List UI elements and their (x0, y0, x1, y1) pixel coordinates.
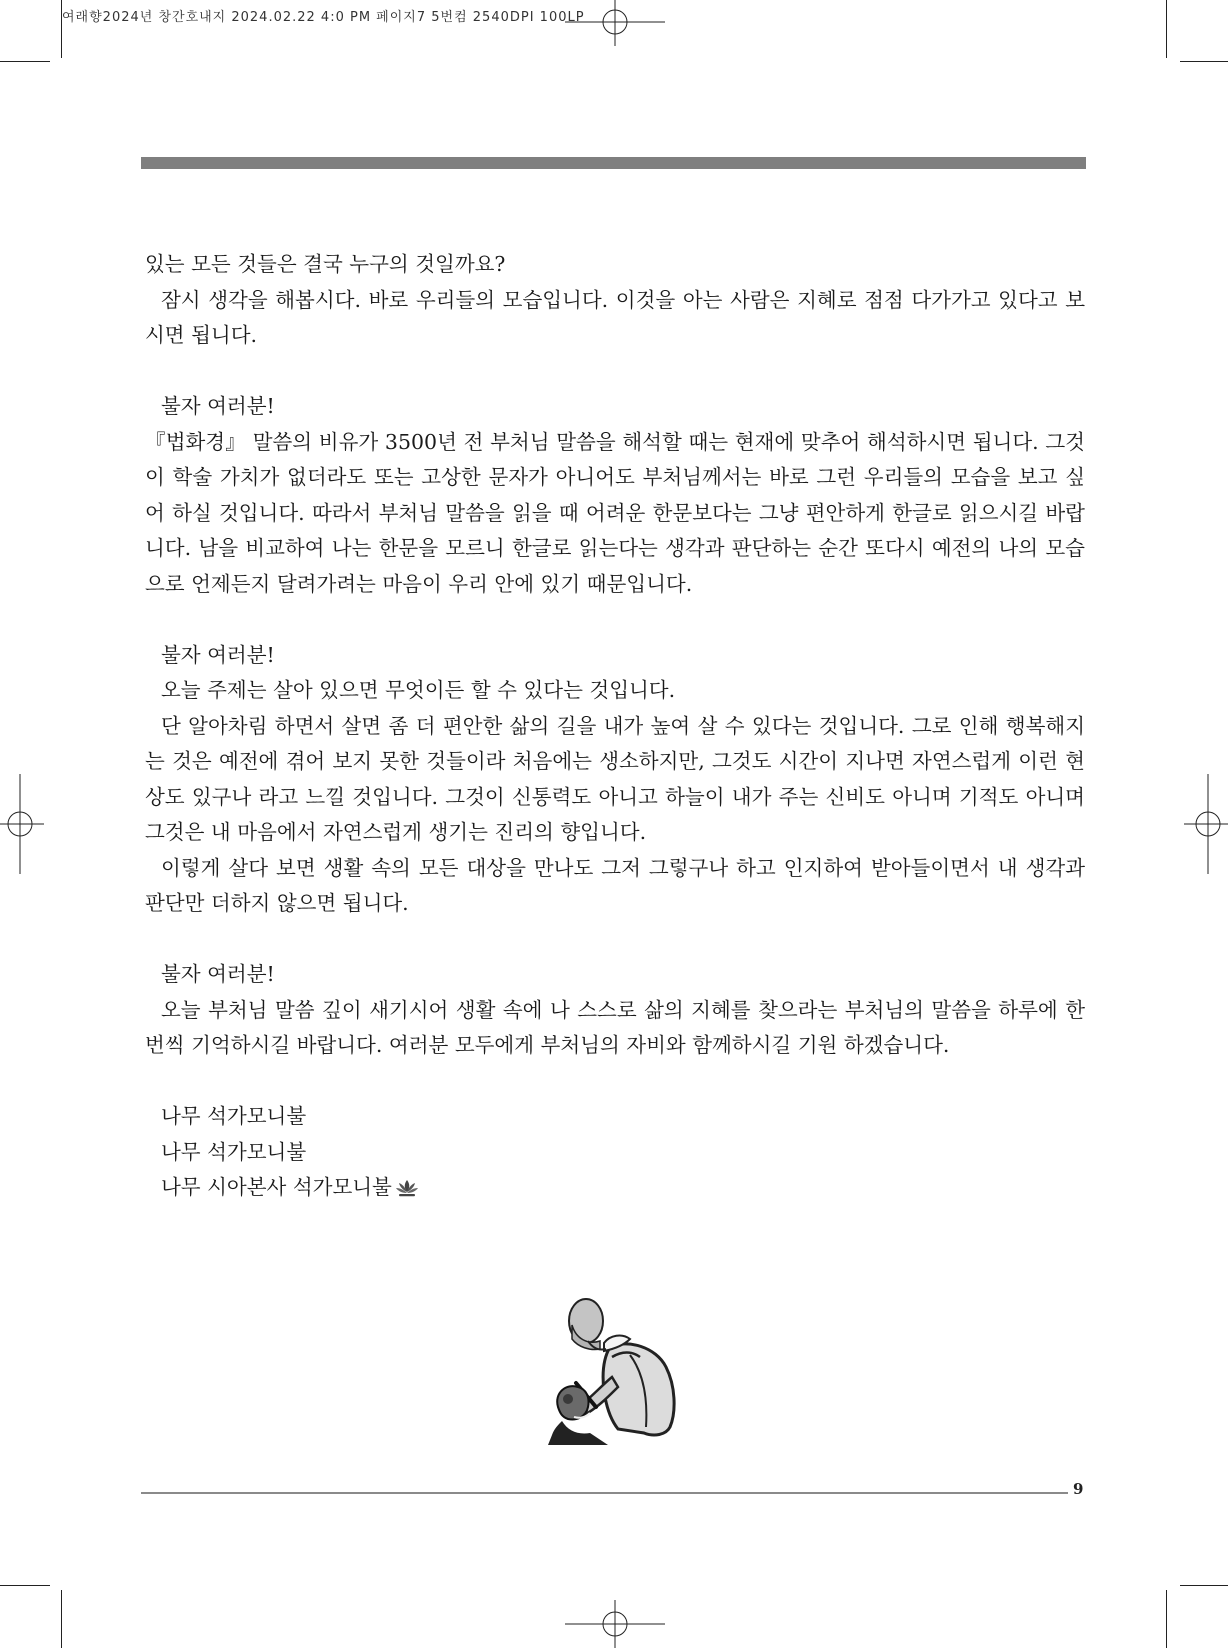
paragraph: 『법화경』 말씀의 비유가 3500년 전 부처님 말씀을 해석할 때는 현재에 맞추어 해석하시면 됩니다. 그것이 학술 가치가 없더라도 또는 고상한 문자가 아니어도 부처님께서는 바로 그런 우리들의 모습을 보고 싶어 하실 것입니다. 따라서 부처님 말씀을 읽을 때 어려운 한문보다는 그냥 편안하게 한글로 읽으시길 바랍니다. 남을 비교하여 나는 한문을 모르니 한글로 읽는다는 생각과 판단하는 순간 또다시 예전의 나의 모습으로 언제든지 달려가려는 마음이 우리 안에 있기 때문입니다. (145, 429, 1085, 596)
registration-mark-left (0, 774, 44, 874)
footer-rule (141, 1492, 1068, 1494)
paragraph: 잠시 생각을 해봅시다. 바로 우리들의 모습입니다. 이것을 아는 사람은 지혜로 점점 다가가고 있다고 보시면 됩니다. (145, 287, 1085, 347)
crop-mark-top-right-v (1166, 0, 1167, 58)
salutation: 불자 여러분! (161, 962, 275, 986)
paragraph-spacer (145, 922, 1085, 958)
registration-mark-bottom (565, 1600, 665, 1648)
lotus-icon (395, 1178, 419, 1198)
paragraph: 오늘 주제는 살아 있으면 무엇이든 할 수 있다는 것입니다. (161, 678, 676, 702)
chant-line: 나무 석가모니불 (161, 1104, 307, 1128)
salutation: 불자 여러분! (161, 394, 275, 418)
page-number: 9 (1073, 1480, 1084, 1498)
chant-text: 나무 시아본사 석가모니불 (161, 1175, 392, 1199)
paragraph: 이렇게 살다 보면 생활 속의 모든 대상을 만나도 그저 그렇구나 하고 인지하여 받아들이면서 내 생각과 판단만 더하지 않으면 됩니다. (145, 855, 1085, 915)
salutation: 불자 여러분! (161, 642, 275, 667)
paragraph-spacer (145, 354, 1085, 390)
monk-with-moktak-illustration (548, 1295, 688, 1455)
paragraph-spacer (145, 1064, 1085, 1100)
crop-mark-bottom-left-v (61, 1590, 62, 1648)
crop-mark-bottom-left-h (0, 1585, 50, 1586)
printer-slug: 여래향2024년 창간호내지 2024.02.22 4:0 PM 페이지7 5번컴 2540DPI 100LP (62, 10, 585, 25)
crop-mark-top-left-v (61, 0, 62, 58)
crop-mark-bottom-right-v (1166, 1590, 1167, 1648)
paragraph: 단 알아차림 하면서 살면 좀 더 편안한 삶의 길을 내가 높여 살 수 있다는 것입니다. 그로 인해 행복해지는 것은 예전에 겪어 보지 못한 것들이라 처음에는 생소하지만, 그것도 시간이 지나면 자연스럽게 이런 현상도 있구나 라고 느낄 것입니다. 그것이 신통력도 아니고 하늘이 내가 주는 신비도 아니며 기적도 아니며 그것은 내 마음에서 자연스럽게 생기는 진리의 향입니다. (145, 713, 1085, 844)
paragraph-spacer (145, 602, 1085, 638)
article-body (145, 247, 1085, 1206)
paragraph: 오늘 부처님 말씀 깊이 새기시어 생활 속에 나 스스로 삶의 지혜를 찾으라는 부처님의 말씀을 하루에 한 번씩 기억하시길 바랍니다. 여러분 모두에게 부처님의 자비와 함께하시길 기원 하겠습니다. (145, 997, 1085, 1057)
crop-mark-bottom-right-h (1180, 1585, 1228, 1586)
chant-line: 나무 석가모니불 (161, 1139, 307, 1164)
chant-line-final (145, 1170, 1085, 1206)
paragraph: 있는 모든 것들은 결국 누구의 것일까요? (145, 252, 506, 276)
header-bar (141, 157, 1086, 169)
registration-mark-top (565, 0, 665, 46)
crop-mark-top-right-h (1180, 61, 1228, 62)
crop-mark-top-left-h (0, 61, 50, 62)
registration-mark-right (1184, 774, 1228, 874)
